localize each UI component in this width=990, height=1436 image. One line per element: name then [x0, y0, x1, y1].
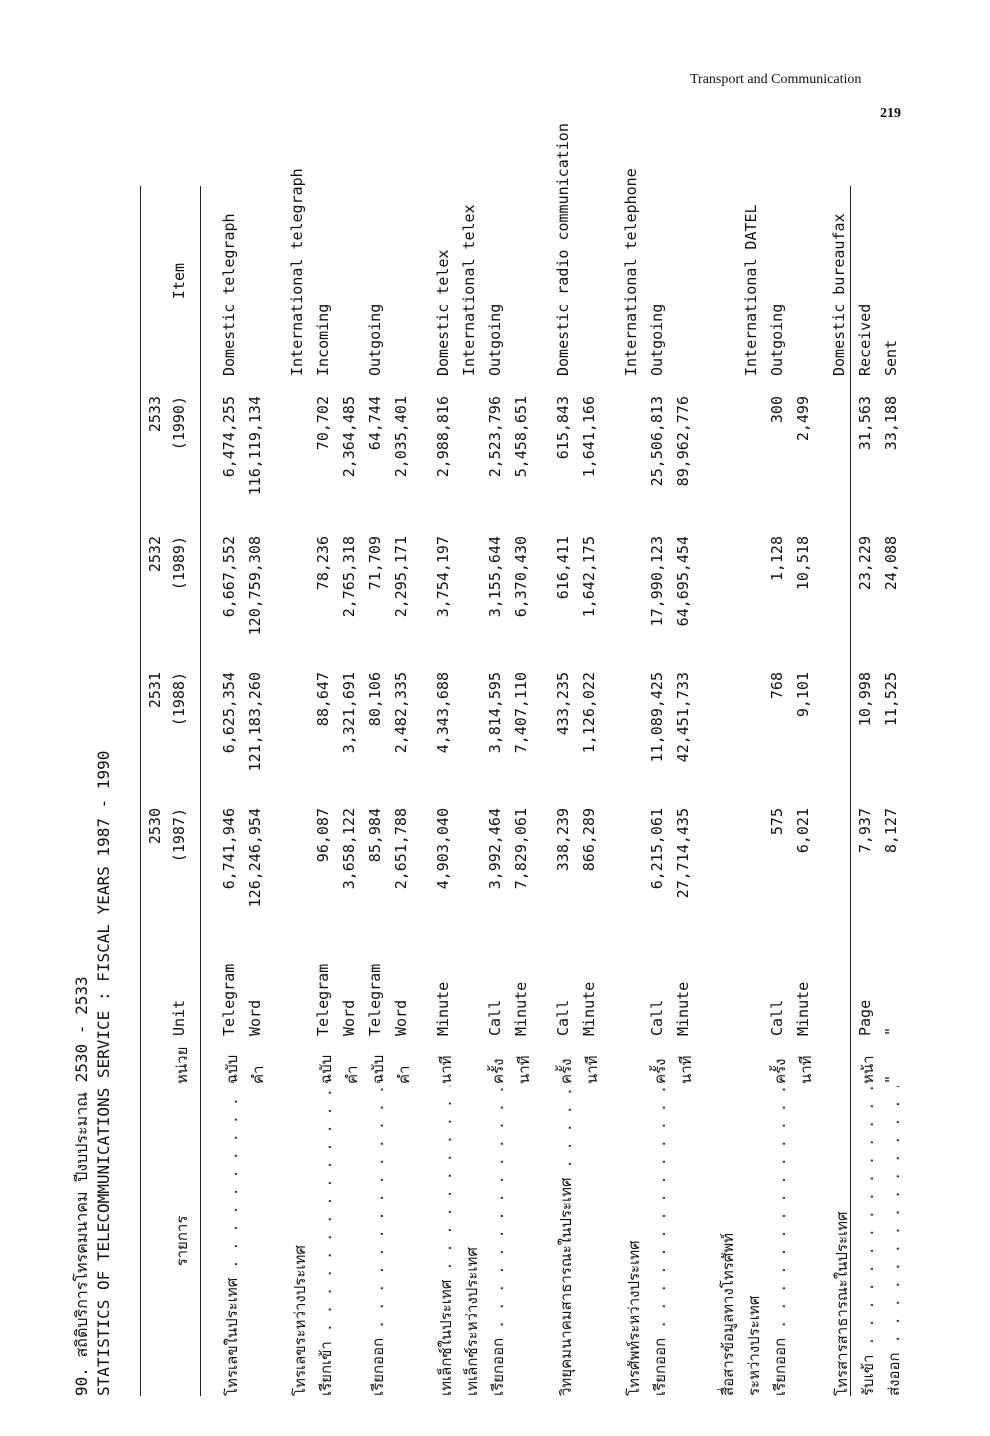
unit-thai: ฉบับ	[369, 1054, 387, 1084]
item-thai: เรียกออก . . .	[648, 1086, 672, 1396]
col-header-year-3-ad: (1989)	[170, 536, 188, 591]
table-row	[340, 186, 366, 1396]
value-1987: 6,021	[794, 808, 812, 854]
unit-en: Call	[768, 999, 786, 1036]
unit-en: Minute	[434, 981, 452, 1036]
table-row	[794, 186, 820, 1396]
header-rule	[200, 186, 201, 1396]
unit-thai: หน้า	[859, 1055, 877, 1084]
unit-thai: ครั้ง	[771, 1058, 789, 1084]
value-1989: 3,155,644	[486, 536, 504, 618]
item-thai: โทรสารสาธารณะในประเทศ	[833, 1211, 851, 1396]
table-row	[460, 186, 486, 1396]
item-thai: เรียกเข้า . . .	[314, 1086, 338, 1396]
col-header-year-3-be: 2532	[146, 536, 164, 573]
value-1989: 120,759,308	[246, 536, 264, 636]
value-1990: 2,499	[794, 396, 812, 442]
unit-thai: คำ	[343, 1065, 361, 1084]
item-english: Incoming	[314, 303, 332, 376]
item-english: Received	[856, 303, 874, 376]
value-1987: 3,992,464	[486, 808, 504, 890]
unit-thai: คำ	[395, 1065, 413, 1084]
value-1988: 10,998	[856, 672, 874, 727]
item-thai: โทรศัพท์ระหว่างประเทศ	[625, 1240, 643, 1396]
table-row	[882, 186, 908, 1396]
unit-en: Telegram	[220, 963, 238, 1036]
value-1990: 33,188	[882, 396, 900, 451]
value-1987: 2,651,788	[392, 808, 410, 890]
item-english: Domestic telex	[434, 249, 452, 376]
value-1988: 11,089,425	[648, 672, 666, 763]
bottom-rule	[850, 186, 851, 1396]
value-1988: 3,321,691	[340, 672, 358, 754]
unit-thai: คำ	[249, 1065, 267, 1084]
col-header-unit-en: Unit	[170, 999, 188, 1036]
table-row	[512, 186, 538, 1396]
value-1987: 4,903,040	[434, 808, 452, 890]
value-1987: 126,246,954	[246, 808, 264, 908]
table-row	[830, 186, 856, 1396]
unit-thai: ครั้ง	[489, 1058, 507, 1084]
table-row	[622, 168, 648, 1396]
value-1987: 3,658,122	[340, 808, 358, 890]
col-header-unit-thai: หน่วย	[173, 1046, 191, 1084]
value-1987: 8,127	[882, 808, 900, 854]
value-1988: 88,647	[314, 672, 332, 727]
unit-thai: นาที	[437, 1055, 455, 1084]
item-thai: วิทยุคมนาคมสาธารณะในประเทศ . . .	[554, 1086, 578, 1396]
value-1989: 1,128	[768, 536, 786, 582]
unit-thai: "	[882, 1074, 900, 1084]
item-thai: เทเล็กซ์ในประเทศ . . .	[434, 1086, 458, 1396]
item-english: Domestic radio communication	[554, 123, 572, 376]
item-english: International telephone	[622, 168, 640, 376]
value-1988: 768	[768, 672, 786, 700]
col-header-year-1-be: 2530	[146, 808, 164, 845]
value-1989: 1,642,175	[580, 536, 598, 618]
table-title-english: STATISTICS OF TELECOMMUNICATIONS SERVICE : FISCAL YEARS 1987 - 1990	[94, 750, 113, 1396]
item-english: Domestic telegraph	[220, 213, 238, 376]
item-thai: เทเล็กซ์ระหว่างประเทศ	[463, 1247, 481, 1396]
value-1990: 5,458,651	[512, 396, 530, 478]
value-1990: 6,474,255	[220, 396, 238, 478]
col-header-year-2-be: 2531	[146, 672, 164, 709]
unit-thai: ครั้ง	[557, 1058, 575, 1084]
item-english: Outgoing	[486, 303, 504, 376]
item-english: International DATEL	[742, 204, 760, 376]
unit-en: Word	[246, 999, 264, 1036]
table-row	[246, 186, 272, 1396]
value-1990: 116,119,134	[246, 396, 264, 496]
statistics-table-rotated	[70, 123, 920, 1396]
value-1989: 64,695,454	[674, 536, 692, 627]
value-1990: 2,988,816	[434, 396, 452, 478]
value-1988: 433,235	[554, 672, 572, 736]
item-english: Outgoing	[768, 303, 786, 376]
unit-en: Page	[856, 999, 874, 1036]
value-1989: 24,088	[882, 536, 900, 591]
table-row	[314, 186, 340, 1396]
value-1989: 23,229	[856, 536, 874, 591]
unit-thai: นาที	[515, 1055, 533, 1084]
value-1987: 866,289	[580, 808, 598, 872]
value-1989: 17,990,123	[648, 536, 666, 627]
value-1989: 71,709	[366, 536, 384, 591]
value-1989: 6,667,552	[220, 536, 238, 618]
value-1988: 121,183,260	[246, 672, 264, 772]
value-1990: 2,364,485	[340, 396, 358, 478]
table-title-thai: 90. สถิติบริการโทรคมนาคม ปีงบประมาณ 2530 - 2533	[72, 976, 91, 1396]
table-row	[742, 186, 768, 1396]
value-1987: 6,215,061	[648, 808, 666, 890]
value-1988: 1,126,022	[580, 672, 598, 754]
value-1988: 4,343,688	[434, 672, 452, 754]
unit-en: Call	[554, 999, 572, 1036]
item-thai: รับเข้า . . .	[856, 1086, 880, 1396]
table-row	[220, 186, 246, 1396]
table-row	[716, 186, 742, 1396]
value-1987: 575	[768, 808, 786, 836]
item-thai: สื่อสารข้อมูลทางโทรศัพท์	[719, 1232, 737, 1396]
value-1990: 1,641,166	[580, 396, 598, 478]
item-thai: เรียกออก . . .	[366, 1086, 390, 1396]
value-1987: 85,984	[366, 808, 384, 863]
unit-thai: ฉบับ	[317, 1054, 335, 1084]
table-row	[554, 123, 580, 1396]
table-row	[288, 168, 314, 1396]
table-row	[486, 186, 512, 1396]
value-1990: 615,843	[554, 396, 572, 460]
value-1990: 31,563	[856, 396, 874, 451]
unit-thai: ครั้ง	[651, 1058, 669, 1084]
col-header-item-en: Item	[170, 262, 188, 300]
value-1988: 42,451,733	[674, 672, 692, 763]
value-1989: 78,236	[314, 536, 332, 591]
item-english: International telex	[460, 204, 478, 376]
col-header-year-2-ad: (1988)	[170, 672, 188, 727]
table-row	[768, 186, 794, 1396]
item-thai: เรียกออก . . .	[486, 1086, 510, 1396]
value-1987: 7,937	[856, 808, 874, 854]
item-english: Domestic bureaufax	[830, 213, 848, 376]
item-thai: ระหว่างประเทศ	[745, 1295, 763, 1396]
value-1988: 6,625,354	[220, 672, 238, 754]
value-1989: 3,754,197	[434, 536, 452, 618]
table-row	[366, 186, 392, 1396]
item-thai: เรียกออก . . .	[768, 1086, 792, 1396]
value-1990: 64,744	[366, 396, 384, 451]
value-1989: 6,370,430	[512, 536, 530, 618]
value-1987: 338,239	[554, 808, 572, 872]
value-1989: 2,765,318	[340, 536, 358, 618]
table-row	[392, 186, 418, 1396]
unit-thai: นาที	[797, 1055, 815, 1084]
col-header-year-1-ad: (1987)	[170, 808, 188, 863]
value-1987: 7,829,061	[512, 808, 530, 890]
item-english: Outgoing	[366, 303, 384, 376]
unit-en: Minute	[580, 981, 598, 1036]
table-row	[648, 186, 674, 1396]
unit-en: Call	[486, 999, 504, 1036]
value-1988: 11,525	[882, 672, 900, 727]
unit-thai: นาที	[677, 1055, 695, 1084]
value-1989: 2,295,171	[392, 536, 410, 618]
running-header: Transport and Communication	[690, 72, 862, 87]
value-1990: 70,702	[314, 396, 332, 451]
unit-en: Minute	[794, 981, 812, 1036]
unit-en: Telegram	[314, 963, 332, 1036]
unit-en: Call	[648, 999, 666, 1036]
table-row	[580, 186, 606, 1396]
unit-en: Word	[340, 999, 358, 1036]
value-1990: 25,506,813	[648, 396, 666, 487]
value-1988: 7,407,110	[512, 672, 530, 754]
value-1987: 6,741,946	[220, 808, 238, 890]
page-number: 219	[880, 106, 901, 121]
item-english: Outgoing	[648, 303, 666, 376]
unit-en: Minute	[674, 981, 692, 1036]
value-1989: 10,518	[794, 536, 812, 591]
unit-thai: ฉบับ	[223, 1054, 241, 1084]
value-1990: 2,035,401	[392, 396, 410, 478]
value-1990: 2,523,796	[486, 396, 504, 478]
item-english: Sent	[882, 339, 900, 376]
value-1988: 3,814,595	[486, 672, 504, 754]
value-1987: 96,087	[314, 808, 332, 863]
unit-en: "	[882, 1026, 900, 1036]
value-1990: 89,962,776	[674, 396, 692, 487]
table-row	[856, 186, 882, 1396]
value-1989: 616,411	[554, 536, 572, 600]
unit-thai: นาที	[583, 1055, 601, 1084]
value-1990: 300	[768, 396, 786, 424]
top-rule	[140, 186, 141, 1396]
value-1987: 27,714,435	[674, 808, 692, 899]
value-1988: 9,101	[794, 672, 812, 718]
col-header-item-thai: รายการ	[173, 1215, 191, 1267]
table-row	[434, 186, 460, 1396]
col-header-year-4-ad: (1990)	[170, 396, 188, 451]
col-header-year-4-be: 2533	[146, 396, 164, 433]
unit-en: Word	[392, 999, 410, 1036]
item-thai: โทรเลขระหว่างประเทศ	[291, 1245, 309, 1396]
item-thai: โทรเลขในประเทศ . . .	[220, 1086, 244, 1396]
item-english: International telegraph	[288, 168, 306, 376]
item-thai: ส่งออก . . .	[882, 1086, 906, 1396]
table-row	[674, 186, 700, 1396]
unit-en: Telegram	[366, 963, 384, 1036]
value-1988: 2,482,335	[392, 672, 410, 754]
value-1988: 80,106	[366, 672, 384, 727]
unit-en: Minute	[512, 981, 530, 1036]
